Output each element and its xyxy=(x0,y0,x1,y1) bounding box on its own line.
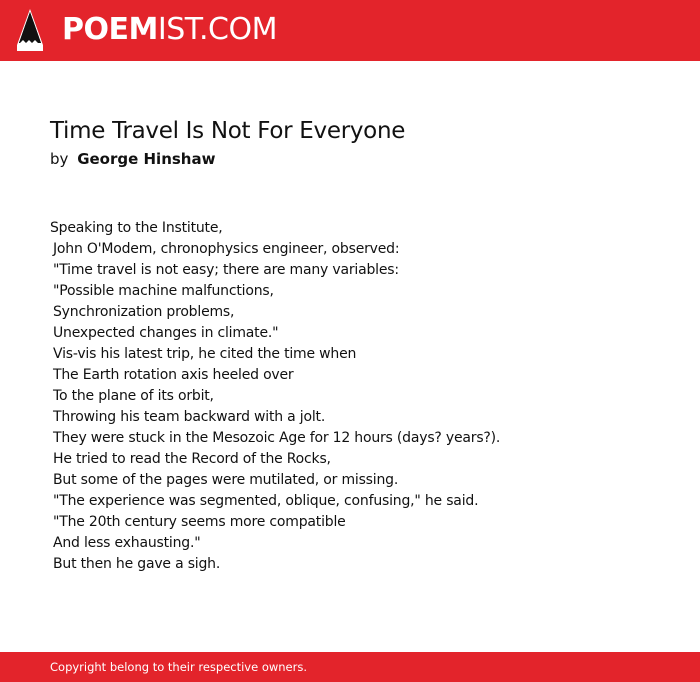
byline xyxy=(50,149,215,169)
poem-body xyxy=(50,218,650,575)
poem-line: Throwing his team backward with a jolt. xyxy=(53,409,326,425)
poem-line: He tried to read the Record of the Rocks, xyxy=(53,451,331,467)
poem-line: "The 20th century seems more compatible xyxy=(53,514,346,530)
logo-text-light: IST.COM xyxy=(157,12,277,47)
poem-line: "Time travel is not easy; there are many variables: xyxy=(53,262,399,278)
poem-line: Synchronization problems, xyxy=(53,304,235,320)
poem-line: Unexpected changes in climate." xyxy=(53,325,279,341)
copyright-notice: Copyright belong to their respective owners. xyxy=(50,660,308,674)
site-footer xyxy=(0,652,700,682)
pencil-icon[interactable] xyxy=(17,9,43,51)
poem-title: Time Travel Is Not For Everyone xyxy=(50,118,406,144)
poem-line: "Possible machine malfunctions, xyxy=(53,283,274,299)
poem-line: Speaking to the Institute, xyxy=(50,220,223,236)
by-label: by xyxy=(50,150,69,168)
poem-line: They were stuck in the Mesozoic Age for 12 hours (days? years?). xyxy=(53,430,501,446)
poem-line: And less exhausting." xyxy=(53,535,201,551)
poem-line: But then he gave a sigh. xyxy=(53,556,221,572)
poem-line: "The experience was segmented, oblique, confusing," he said. xyxy=(53,493,479,509)
site-header xyxy=(0,0,700,61)
site-logo[interactable] xyxy=(62,11,277,49)
poem-line: Vis-vis his latest trip, he cited the time when xyxy=(53,346,357,362)
poem-line: John O'Modem, chronophysics engineer, observed: xyxy=(53,241,400,257)
logo-text-bold: POEM xyxy=(62,12,158,47)
poem-line: The Earth rotation axis heeled over xyxy=(53,367,294,383)
author-name: George Hinshaw xyxy=(77,150,216,168)
poem-line: But some of the pages were mutilated, or missing. xyxy=(53,472,399,488)
poem-line: To the plane of its orbit, xyxy=(53,388,214,404)
